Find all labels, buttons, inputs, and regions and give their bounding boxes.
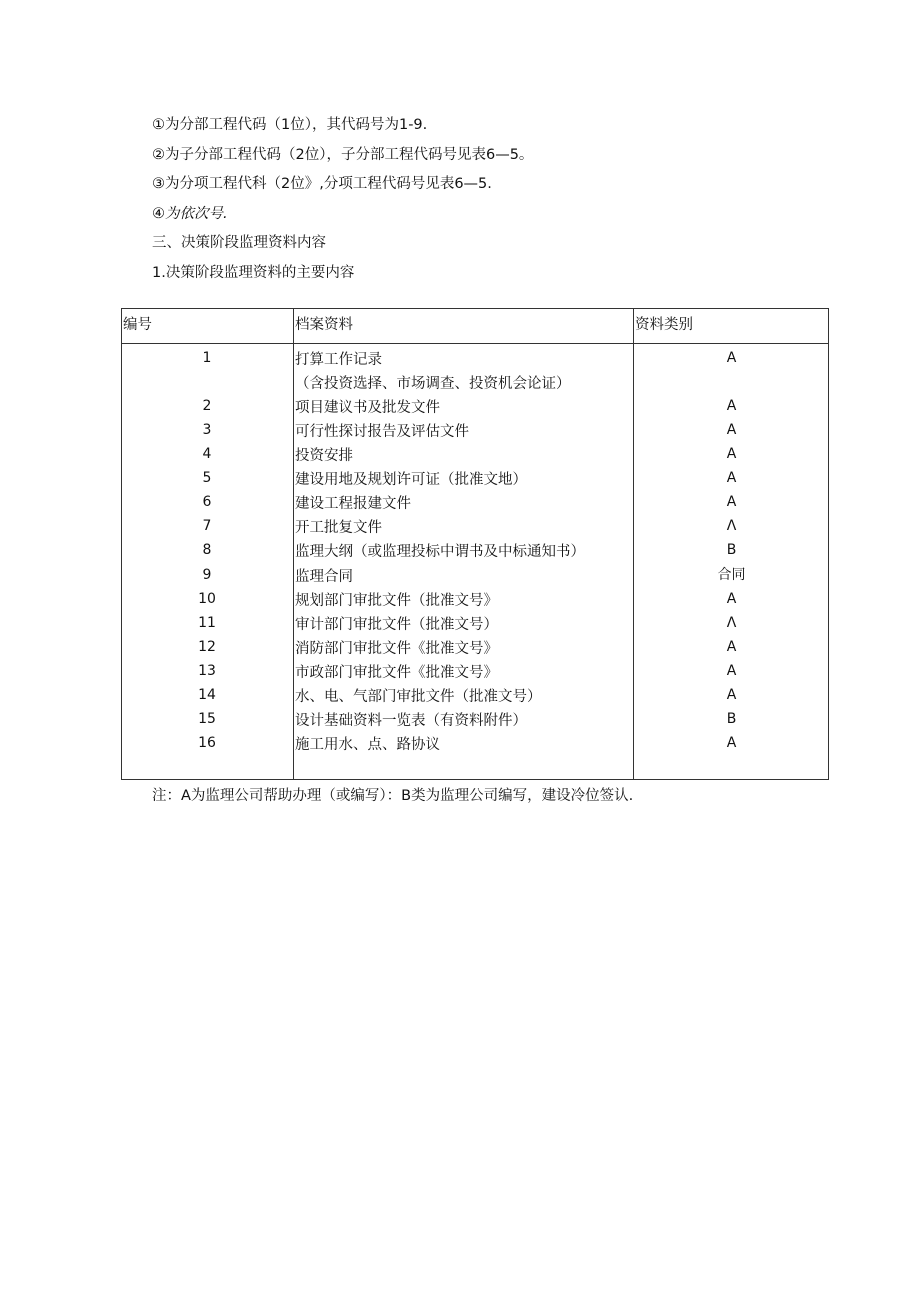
row-category: A <box>726 422 737 438</box>
table-note: 注：A为监理公司帮助办理（或编写）：B类为监理公司编写，建设冷位签认. <box>152 788 634 804</box>
table-row <box>0 348 920 392</box>
row-number: 8 <box>202 542 212 558</box>
row-number: 13 <box>198 663 216 679</box>
table-row <box>0 589 920 613</box>
table-row <box>0 516 920 540</box>
row-category: Λ <box>726 518 737 534</box>
table-row <box>0 492 920 516</box>
row-category: A <box>726 639 737 655</box>
row-document: 审计部门审批文件（批准文号） <box>295 617 498 633</box>
row-document: 规划部门审批文件（批准文号》 <box>295 593 498 609</box>
row-category: 合同 <box>717 567 746 583</box>
row-document-title: 打算工作记录 <box>295 352 382 368</box>
row-document: 建设工程报建文件 <box>295 496 411 512</box>
row-number: 7 <box>202 518 212 534</box>
row-category: A <box>726 494 737 510</box>
row-document: 开工批复文件 <box>295 520 382 536</box>
intro-line-2: ②为子分部工程代码（2位），子分部工程代码号见表6—5。 <box>152 147 534 163</box>
table-row <box>0 709 920 733</box>
header-archive: 档案资料 <box>295 317 353 333</box>
row-category: A <box>726 350 737 366</box>
row-category: B <box>726 542 737 558</box>
section-heading: 三、决策阶段监理资料内容 <box>152 235 326 251</box>
row-number: 11 <box>198 615 216 631</box>
row-category: A <box>726 687 737 703</box>
row-number: 16 <box>198 735 216 751</box>
row-number: 9 <box>202 567 212 583</box>
row-document: 设计基础资料一览表（有资料附件） <box>295 713 527 729</box>
row-category: A <box>726 446 737 462</box>
row-document: 消防部门审批文件《批准文号》 <box>295 641 498 657</box>
row-document: 水、电、气部门审批文件（批准文号） <box>295 689 542 705</box>
row-document: 监理大纲（或监理投标中谓书及中标通知书） <box>295 544 585 560</box>
intro-line-4: ④为依次号. <box>152 206 228 222</box>
row-number: 14 <box>198 687 216 703</box>
row-document-subtitle: （含投资选择、市场调查、投资机会论证） <box>295 376 571 392</box>
row-number: 4 <box>202 446 212 462</box>
row-document <box>295 350 571 394</box>
table-row <box>0 613 920 637</box>
table-header-divider <box>121 343 829 344</box>
row-number: 12 <box>198 639 216 655</box>
row-category: A <box>726 470 737 486</box>
row-document: 项目建议书及批发文件 <box>295 400 440 416</box>
row-document: 可行性探讨报告及评估文件 <box>295 424 469 440</box>
row-number: 5 <box>202 470 212 486</box>
row-category: A <box>726 663 737 679</box>
row-number: 15 <box>198 711 216 727</box>
table-row <box>0 540 920 564</box>
header-number: 编号 <box>123 317 152 333</box>
row-category: A <box>726 398 737 414</box>
row-document: 监理合同 <box>295 569 353 585</box>
row-category: A <box>726 591 737 607</box>
row-number: 1 <box>202 350 212 366</box>
intro-line-3: ③为分项工程代科（2位》,分项工程代码号见表6—5. <box>152 176 492 192</box>
table-row <box>0 637 920 661</box>
row-document: 建设用地及规划许可证（批准文地） <box>295 472 527 488</box>
table-row <box>0 733 920 757</box>
table-row <box>0 685 920 709</box>
table-row <box>0 468 920 492</box>
table-row <box>0 420 920 444</box>
header-category: 资料类别 <box>635 317 693 333</box>
row-number: 2 <box>202 398 212 414</box>
table-row <box>0 444 920 468</box>
table-row <box>0 565 920 589</box>
row-document: 投资安排 <box>295 448 353 464</box>
row-document: 市政部门审批文件《批准文号》 <box>295 665 498 681</box>
row-document: 施工用水、点、路协议 <box>295 737 440 753</box>
intro-line-1: ①为分部工程代码（1位），其代码号为1-9. <box>152 117 428 133</box>
row-category: A <box>726 735 737 751</box>
row-number: 6 <box>202 494 212 510</box>
subsection-heading: 1.决策阶段监理资料的主要内容 <box>152 265 355 281</box>
row-category: B <box>726 711 737 727</box>
row-number: 3 <box>202 422 212 438</box>
row-number: 10 <box>198 591 216 607</box>
table-row <box>0 661 920 685</box>
row-category: Λ <box>726 615 737 631</box>
table-row <box>0 396 920 420</box>
